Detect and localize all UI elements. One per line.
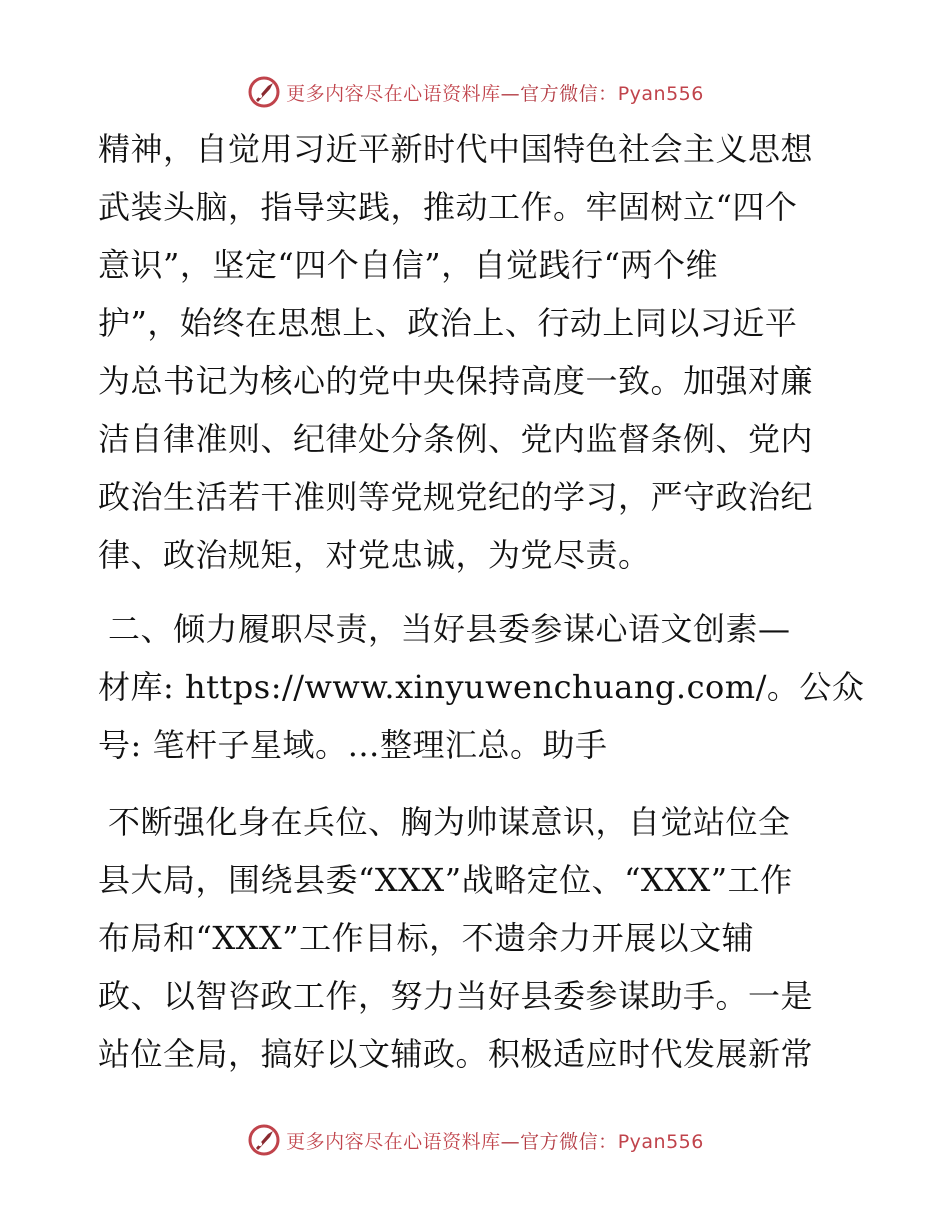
paragraph-line: 意识”，坚定“四个自信”，自觉践行“两个维 — [98, 246, 718, 284]
paragraph-3 — [98, 793, 858, 1083]
watermark-wechat-label: 官方微信： — [520, 82, 618, 105]
paragraph-line: 精神，自觉用习近平新时代中国特色社会主义思想 — [98, 130, 814, 168]
watermark-wechat-label: 官方微信： — [520, 1130, 618, 1153]
section-heading-line: 号: 笔杆子星域。…整理汇总。助手 — [98, 726, 608, 764]
watermark-text — [286, 1127, 704, 1154]
section-heading-line: 材库: https://www.xinyuwenchuang.com/。公众 — [98, 668, 865, 706]
paragraph-line: 洁自律准则、纪律处分条例、党内监督条例、党内 — [98, 420, 814, 458]
watermark-site-text: 更多内容尽在心语资料库 — [286, 82, 501, 105]
watermark-text — [286, 79, 704, 106]
watermark-separator: — — [500, 1130, 521, 1153]
paragraph-line: 县大局，围绕县委“XXX”战略定位、“XXX”工作 — [98, 861, 793, 899]
paragraph-line: 不断强化身在兵位、胸为帅谋意识，自觉站位全 — [108, 803, 791, 841]
paragraph-line: 政、以智咨政工作，努力当好县委参谋助手。一是 — [98, 977, 814, 1015]
paragraph-line: 为总书记为核心的党中央保持高度一致。加强对廉 — [98, 362, 814, 400]
paragraph-line: 政治生活若干准则等党规党纪的学习，严守政治纪 — [98, 478, 814, 516]
watermark-wechat-id: Pyan556 — [617, 82, 704, 105]
paragraph-1 — [98, 120, 858, 584]
pen-nib-circle-logo-icon — [246, 74, 282, 110]
header-watermark — [0, 72, 950, 112]
watermark-site-text: 更多内容尽在心语资料库 — [286, 1130, 501, 1153]
section-heading-line: 二、倾力履职尽责，当好县委参谋心语文创素— — [108, 610, 791, 648]
watermark-separator: — — [500, 82, 521, 105]
paragraph-line: 布局和“XXX”工作目标，不遗余力开展以文辅 — [98, 919, 755, 957]
section-heading-paragraph — [98, 600, 865, 774]
paragraph-line: 站位全局，搞好以文辅政。积极适应时代发展新常 — [98, 1035, 814, 1073]
pen-nib-circle-logo-icon — [246, 1122, 282, 1158]
footer-watermark — [0, 1120, 950, 1160]
paragraph-line: 武装头脑，指导实践，推动工作。牢固树立“四个 — [98, 188, 798, 226]
paragraph-line: 律、政治规矩，对党忠诚，为党尽责。 — [98, 536, 651, 574]
paragraph-line: 护”，始终在思想上、政治上、行动上同以习近平 — [98, 304, 798, 342]
watermark-wechat-id: Pyan556 — [617, 1130, 704, 1153]
